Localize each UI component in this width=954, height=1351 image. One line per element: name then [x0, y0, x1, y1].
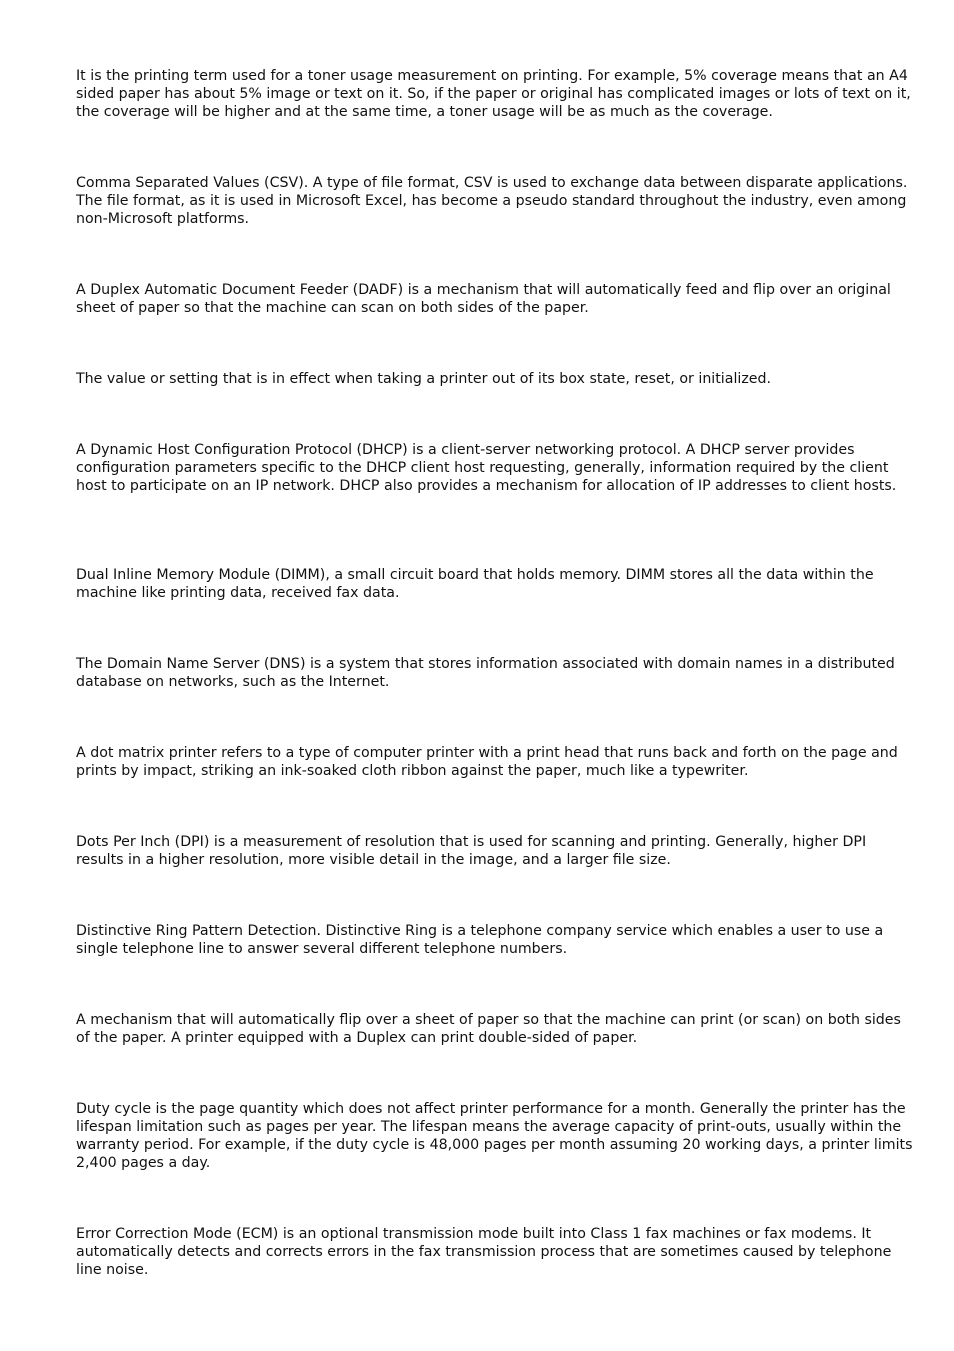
glossary-entry-dpi: Dots Per Inch (DPI) is a measurement of resolution that is used for scanning and printing. Generally, higher DPI results in a higher resolution, more visible detail in the image, and a larger file size.	[76, 834, 867, 868]
glossary-entry-dns: The Domain Name Server (DNS) is a system that stores information associated with domain names in a distributed database on networks, such as the Internet.	[76, 656, 895, 690]
glossary-entry-dimm: Dual Inline Memory Module (DIMM), a small circuit board that holds memory. DIMM stores all the data within the machine like printing data, received fax data.	[76, 567, 874, 601]
glossary-entry-drpd: Distinctive Ring Pattern Detection. Distinctive Ring is a telephone company service which enables a user to use a single telephone line to answer several different telephone numbers.	[76, 923, 884, 957]
glossary-entry-default: The value or setting that is in effect when taking a printer out of its box state, reset, or initialized.	[76, 371, 772, 387]
glossary-entry-duty-cycle: Duty cycle is the page quantity which does not affect printer performance for a month. Generally the printer has the lifespan limitation such as pages per year. The lifespan means the average capacity of print-outs, usually within the warranty period. For example, if the duty cycle is 48,000 pages per month assuming 20 working days, a printer limits 2,400 pages a day.	[76, 1101, 913, 1171]
glossary-entry-duplex: A mechanism that will automatically flip over a sheet of paper so that the machine can print (or scan) on both sides of the paper. A printer equipped with a Duplex can print double-sided of paper.	[76, 1012, 901, 1046]
glossary-entry-ecm: Error Correction Mode (ECM) is an optional transmission mode built into Class 1 fax machines or fax modems. It automatically detects and corrects errors in the fax transmission process that are sometimes caused by telephone line noise.	[76, 1226, 892, 1278]
glossary-entry-dot-matrix-printer: A dot matrix printer refers to a type of computer printer with a print head that runs back and forth on the page and prints by impact, striking an ink-soaked cloth ribbon against the paper, much like a typewriter.	[76, 745, 898, 779]
glossary-entry-csv: Comma Separated Values (CSV). A type of file format, CSV is used to exchange data between disparate applications. The file format, as it is used in Microsoft Excel, has become a pseudo standard throughout the industry, even among non-Microsoft platforms.	[76, 175, 908, 227]
glossary-entry-dhcp: A Dynamic Host Configuration Protocol (DHCP) is a client-server networking protocol. A DHCP server provides configuration parameters specific to the DHCP client host requesting, generally, information required by the client host to participate on an IP network. DHCP also provides a mechanism for allocation of IP addresses to client hosts.	[76, 442, 897, 494]
glossary-entry-coverage: It is the printing term used for a toner usage measurement on printing. For example, 5% coverage means that an A4 sided paper has about 5% image or text on it. So, if the paper or original has complicated images or lots of text on it, the coverage will be higher and at the same time, a toner usage will be as much as the coverage.	[76, 68, 911, 120]
glossary-entry-dadf: A Duplex Automatic Document Feeder (DADF) is a mechanism that will automatically feed and flip over an original sheet of paper so that the machine can scan on both sides of the paper.	[76, 282, 891, 316]
